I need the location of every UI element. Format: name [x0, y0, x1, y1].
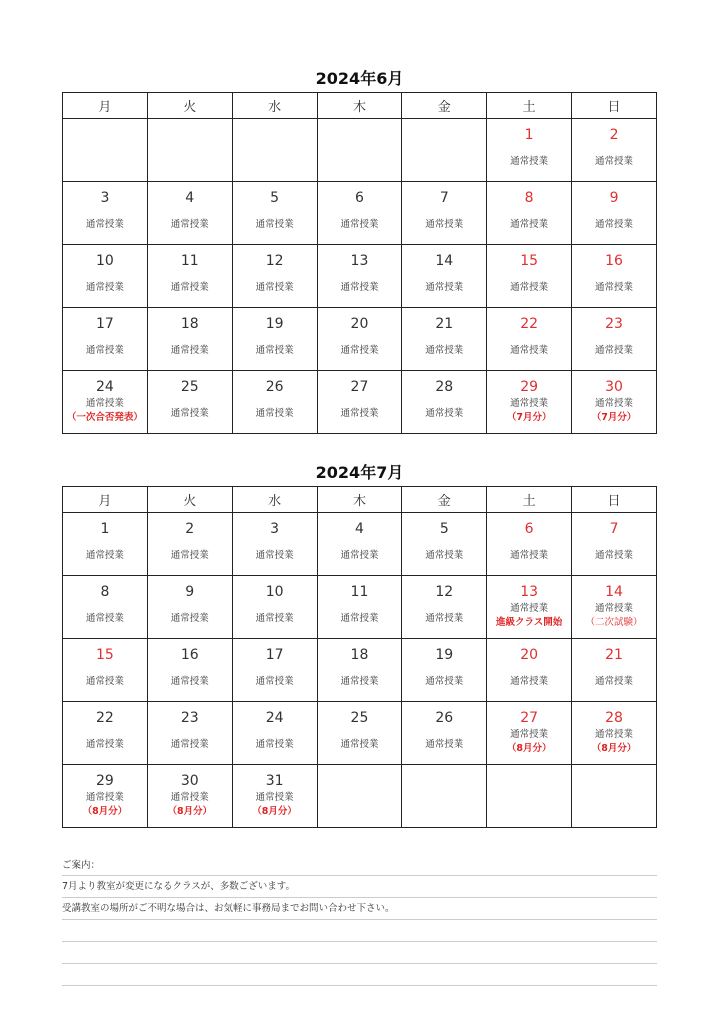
day-cell: [572, 119, 657, 182]
class-label: 通常授業: [85, 219, 124, 230]
class-label: 通常授業: [170, 550, 209, 561]
weekday-header: 月: [63, 93, 148, 119]
day-number: 10: [265, 584, 284, 600]
weekday-header: 木: [317, 93, 402, 119]
day-number: 12: [435, 584, 454, 600]
class-label: 通常授業: [510, 345, 549, 356]
calendar-grid: [62, 486, 657, 828]
class-label: 通常授業: [170, 282, 209, 293]
class-label: 通常授業: [510, 156, 549, 167]
weekday-header: 土: [487, 93, 572, 119]
day-cell: [147, 702, 232, 765]
weekday-header: 土: [487, 487, 572, 513]
day-cell: [232, 765, 317, 828]
day-number: 15: [520, 253, 539, 269]
day-number: 25: [180, 379, 199, 395]
class-label: 通常授業: [425, 282, 464, 293]
day-number: 18: [350, 647, 369, 663]
notice-line: 受講教室の場所がご不明な場合は、お気軽に事務局までお問い合わせ下さい。: [62, 898, 657, 920]
class-label: 通常授業: [595, 398, 634, 409]
class-label: 通常授業: [425, 676, 464, 687]
day-number: 23: [605, 316, 623, 332]
class-label: 通常授業: [255, 408, 294, 419]
day-number: 13: [520, 584, 539, 600]
day-number: 31: [265, 773, 284, 789]
day-number: 21: [605, 647, 623, 663]
class-label: 通常授業: [510, 550, 549, 561]
empty-cell: [147, 119, 232, 182]
class-label: 通常授業: [255, 282, 294, 293]
day-cell: [317, 513, 402, 576]
day-number: 5: [439, 521, 449, 537]
class-label: 通常授業: [255, 345, 294, 356]
week-row: [63, 576, 657, 639]
month-title: 2024年6月: [315, 69, 404, 88]
weekday-header: 火: [147, 93, 232, 119]
week-row: [63, 513, 657, 576]
week-row: [63, 639, 657, 702]
class-label: 通常授業: [85, 676, 124, 687]
week-row: [63, 119, 657, 182]
day-number: 30: [605, 379, 623, 395]
day-cell: [572, 702, 657, 765]
notice-heading: ご案内：: [62, 856, 657, 876]
week-row: [63, 245, 657, 308]
class-label: 通常授業: [255, 792, 294, 803]
notice-line: [62, 920, 657, 942]
day-number: 23: [180, 710, 199, 726]
class-label: 通常授業: [170, 408, 209, 419]
day-cell: [147, 765, 232, 828]
day-cell: [572, 182, 657, 245]
calendar-july: [62, 460, 657, 828]
weekday-header-row: [63, 487, 657, 513]
class-label: 通常授業: [340, 219, 379, 230]
day-number: 19: [435, 647, 454, 663]
empty-cell: [402, 765, 487, 828]
class-label: 通常授業: [425, 345, 464, 356]
day-cell: [63, 245, 148, 308]
day-cell: [487, 182, 572, 245]
weekday-header: 月: [63, 487, 148, 513]
day-cell: [147, 308, 232, 371]
day-cell: [147, 245, 232, 308]
day-cell: [63, 639, 148, 702]
week-row: [63, 308, 657, 371]
class-label: 通常授業: [255, 550, 294, 561]
class-label: 通常授業: [340, 408, 379, 419]
day-number: 9: [609, 190, 619, 206]
day-number: 22: [520, 316, 539, 332]
day-cell: [63, 308, 148, 371]
weekday-header-row: [63, 93, 657, 119]
day-cell: [232, 513, 317, 576]
day-cell: [232, 182, 317, 245]
class-label: 通常授業: [340, 739, 379, 750]
empty-cell: [63, 119, 148, 182]
weekday-header: 日: [572, 93, 657, 119]
event-note: （一次合否発表）: [66, 412, 143, 423]
class-label: 通常授業: [340, 550, 379, 561]
day-cell: [402, 308, 487, 371]
week-row: [63, 371, 657, 434]
class-label: 通常授業: [85, 550, 124, 561]
day-cell: [317, 702, 402, 765]
class-label: 通常授業: [85, 282, 124, 293]
day-number: 28: [435, 379, 454, 395]
day-number: 2: [185, 521, 195, 537]
day-cell: [402, 182, 487, 245]
calendar-june: [62, 66, 657, 434]
day-cell: [572, 371, 657, 434]
weekday-header: 木: [317, 487, 402, 513]
day-cell: [63, 702, 148, 765]
class-label: 通常授業: [510, 282, 549, 293]
day-cell: [63, 182, 148, 245]
day-number: 4: [354, 521, 364, 537]
day-number: 8: [524, 190, 534, 206]
day-cell: [487, 245, 572, 308]
day-cell: [232, 308, 317, 371]
class-label: 通常授業: [170, 219, 209, 230]
event-note: （8月分）: [82, 806, 128, 817]
day-number: 1: [524, 127, 534, 143]
event-note: （8月分）: [252, 806, 297, 817]
day-cell: [487, 119, 572, 182]
class-label: 通常授業: [170, 345, 209, 356]
empty-cell: [317, 119, 402, 182]
empty-cell: [232, 119, 317, 182]
class-label: 通常授業: [255, 613, 294, 624]
day-cell: [232, 639, 317, 702]
day-cell: [147, 576, 232, 639]
day-cell: [147, 513, 232, 576]
day-number: 29: [520, 379, 539, 395]
event-note: （二次試験）: [585, 617, 643, 628]
day-cell: [572, 513, 657, 576]
day-number: 15: [96, 647, 114, 663]
day-cell: [317, 245, 402, 308]
day-number: 10: [96, 253, 114, 269]
week-row: [63, 702, 657, 765]
class-label: 通常授業: [510, 603, 549, 614]
notice-line: [62, 942, 657, 964]
class-label: 通常授業: [425, 408, 464, 419]
day-number: 20: [350, 316, 369, 332]
day-number: 11: [350, 584, 369, 600]
event-note: （8月分）: [591, 743, 637, 754]
day-number: 11: [180, 253, 199, 269]
day-number: 8: [100, 584, 110, 600]
day-number: 29: [96, 773, 114, 789]
weekday-header: 金: [402, 487, 487, 513]
class-label: 通常授業: [85, 613, 124, 624]
day-cell: [232, 245, 317, 308]
class-label: 通常授業: [255, 676, 294, 687]
class-label: 通常授業: [595, 676, 634, 687]
empty-cell: [487, 765, 572, 828]
class-label: 通常授業: [425, 550, 464, 561]
weekday-header: 水: [232, 93, 317, 119]
day-number: 26: [265, 379, 284, 395]
class-label: 通常授業: [595, 345, 634, 356]
day-cell: [572, 639, 657, 702]
class-label: 通常授業: [510, 676, 549, 687]
day-cell: [402, 576, 487, 639]
day-cell: [572, 576, 657, 639]
day-cell: [572, 308, 657, 371]
weekday-header: 火: [147, 487, 232, 513]
day-cell: [572, 245, 657, 308]
day-number: 28: [605, 710, 623, 726]
day-cell: [147, 182, 232, 245]
day-cell: [487, 702, 572, 765]
day-cell: [317, 576, 402, 639]
day-number: 7: [439, 190, 449, 206]
day-number: 4: [185, 190, 195, 206]
day-cell: [317, 371, 402, 434]
day-number: 30: [180, 773, 199, 789]
class-label: 通常授業: [595, 550, 634, 561]
class-label: 通常授業: [85, 739, 124, 750]
day-number: 1: [100, 521, 110, 537]
day-cell: [63, 513, 148, 576]
weekday-header: 金: [402, 93, 487, 119]
day-cell: [317, 308, 402, 371]
day-number: 2: [609, 127, 619, 143]
event-note: （7月分）: [506, 412, 552, 423]
notice-line: 7月より教室が変更になるクラスが、多数ございます。: [62, 876, 657, 898]
day-cell: [63, 371, 148, 434]
empty-cell: [402, 119, 487, 182]
day-number: 5: [270, 190, 280, 206]
day-cell: [147, 371, 232, 434]
class-label: 通常授業: [85, 345, 124, 356]
day-number: 17: [265, 647, 284, 663]
event-note: （8月分）: [167, 806, 213, 817]
day-cell: [232, 371, 317, 434]
class-label: 通常授業: [340, 613, 379, 624]
day-number: 21: [435, 316, 454, 332]
class-label: 通常授業: [170, 676, 209, 687]
day-number: 13: [350, 253, 369, 269]
notice-section: [62, 856, 657, 986]
day-number: 14: [435, 253, 454, 269]
weekday-header: 水: [232, 487, 317, 513]
week-row: [63, 182, 657, 245]
class-label: 通常授業: [595, 282, 634, 293]
class-label: 通常授業: [170, 613, 209, 624]
day-number: 16: [180, 647, 199, 663]
day-number: 16: [605, 253, 623, 269]
day-cell: [487, 639, 572, 702]
class-label: 通常授業: [85, 792, 124, 803]
day-number: 7: [609, 521, 619, 537]
day-number: 24: [96, 379, 114, 395]
day-cell: [487, 371, 572, 434]
event-note: 進級クラス開始: [496, 617, 563, 628]
weekday-header: 日: [572, 487, 657, 513]
month-title: 2024年7月: [315, 463, 404, 482]
day-number: 6: [524, 521, 534, 537]
day-cell: [317, 182, 402, 245]
day-cell: [402, 639, 487, 702]
day-cell: [402, 702, 487, 765]
class-label: 通常授業: [595, 156, 634, 167]
day-number: 20: [520, 647, 539, 663]
day-cell: [402, 371, 487, 434]
day-number: 25: [350, 710, 369, 726]
class-label: 通常授業: [85, 398, 124, 409]
class-label: 通常授業: [425, 613, 464, 624]
day-cell: [232, 702, 317, 765]
class-label: 通常授業: [170, 792, 209, 803]
day-number: 3: [100, 190, 110, 206]
day-number: 14: [605, 584, 623, 600]
class-label: 通常授業: [425, 739, 464, 750]
notice-line: [62, 964, 657, 986]
day-number: 27: [350, 379, 369, 395]
day-number: 6: [354, 190, 364, 206]
day-cell: [487, 513, 572, 576]
class-label: 通常授業: [340, 345, 379, 356]
class-label: 通常授業: [255, 219, 294, 230]
day-cell: [63, 765, 148, 828]
day-cell: [402, 245, 487, 308]
class-label: 通常授業: [510, 219, 549, 230]
class-label: 通常授業: [595, 219, 634, 230]
empty-cell: [572, 765, 657, 828]
day-number: 9: [185, 584, 195, 600]
event-note: （7月分）: [591, 412, 637, 423]
day-cell: [317, 639, 402, 702]
day-number: 17: [96, 316, 114, 332]
day-number: 3: [270, 521, 280, 537]
class-label: 通常授業: [340, 676, 379, 687]
class-label: 通常授業: [425, 219, 464, 230]
day-number: 27: [520, 710, 539, 726]
day-number: 19: [265, 316, 284, 332]
day-cell: [232, 576, 317, 639]
class-label: 通常授業: [170, 739, 209, 750]
class-label: 通常授業: [510, 398, 549, 409]
calendar-grid: [62, 92, 657, 434]
day-number: 26: [435, 710, 454, 726]
day-cell: [63, 576, 148, 639]
day-number: 18: [180, 316, 199, 332]
class-label: 通常授業: [510, 729, 549, 740]
empty-cell: [317, 765, 402, 828]
day-cell: [487, 576, 572, 639]
day-cell: [487, 308, 572, 371]
day-number: 24: [265, 710, 284, 726]
class-label: 通常授業: [595, 603, 634, 614]
class-label: 通常授業: [340, 282, 379, 293]
class-label: 通常授業: [595, 729, 634, 740]
class-label: 通常授業: [255, 739, 294, 750]
day-cell: [402, 513, 487, 576]
day-number: 22: [96, 710, 114, 726]
week-row: [63, 765, 657, 828]
event-note: （8月分）: [506, 743, 552, 754]
day-number: 12: [265, 253, 284, 269]
day-cell: [147, 639, 232, 702]
